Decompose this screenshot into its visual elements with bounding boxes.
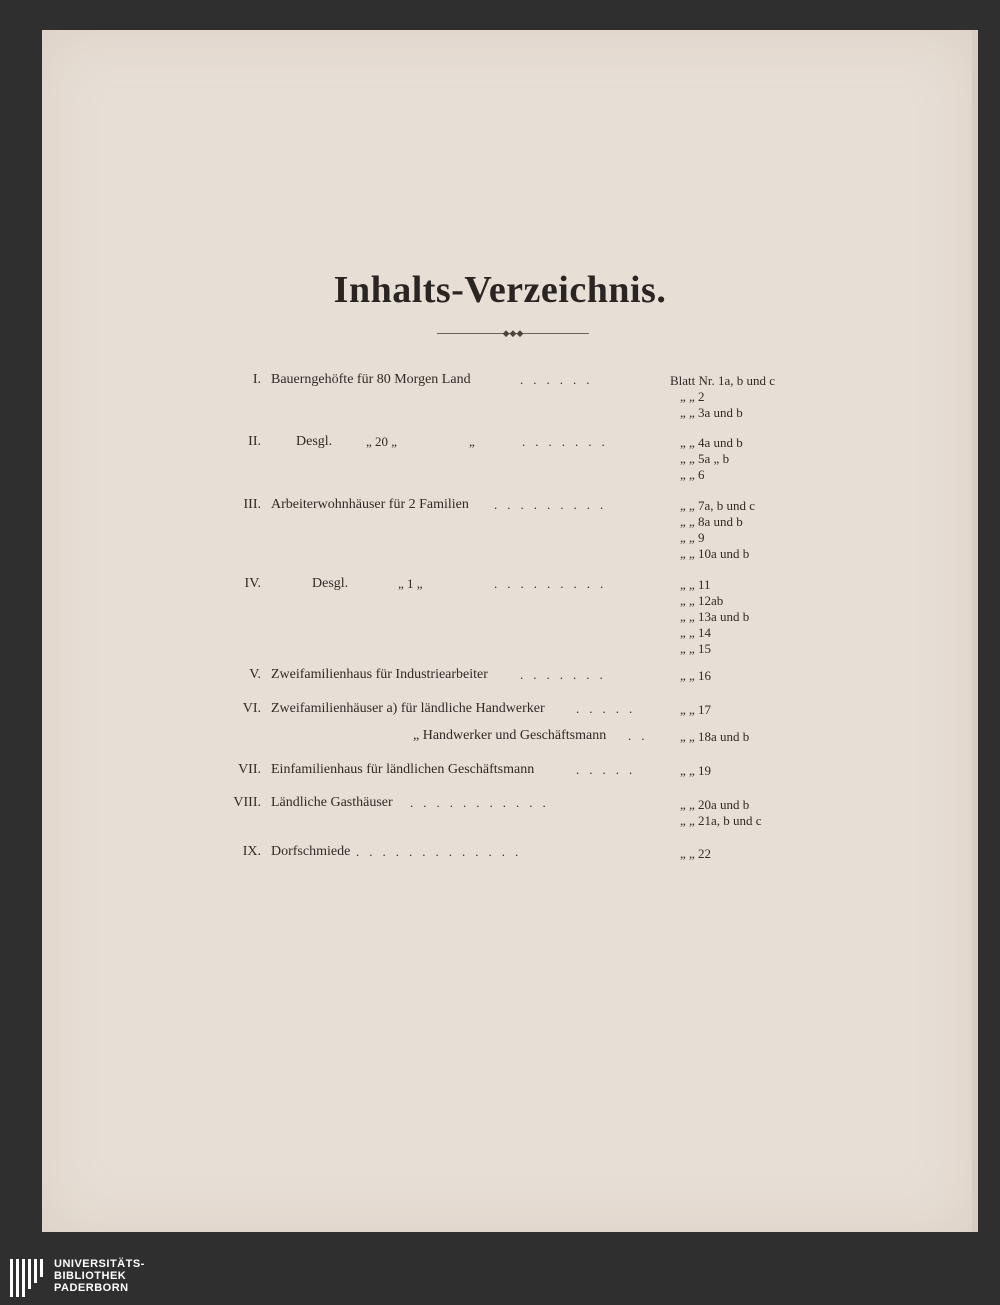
entry-text: Einfamilienhaus für ländlichen Geschäftsmann bbox=[271, 762, 535, 777]
entry-num: V. bbox=[249, 667, 261, 682]
entry-num: VI. bbox=[242, 701, 261, 716]
logo-line: PADERBORN bbox=[54, 1282, 129, 1294]
blatt-ref: Blatt Nr. 1a, b und c bbox=[670, 373, 776, 388]
entry-text: Zweifamilienhaus für Industriearbeiter bbox=[271, 667, 488, 682]
blatt-ref: „ „ 3a und b bbox=[680, 405, 743, 420]
page-title: Inhalts-Verzeichnis. bbox=[333, 269, 667, 311]
blatt-ref: „ „ 12ab bbox=[680, 593, 724, 608]
blatt-ref: „ „ 16 bbox=[680, 668, 712, 683]
entry-text: Dorfschmiede bbox=[271, 844, 351, 859]
blatt-ref: „ „ 18a und b bbox=[680, 729, 750, 744]
leader-dots: .. bbox=[628, 728, 655, 743]
entry-num: III. bbox=[243, 497, 261, 512]
page-edge bbox=[972, 30, 978, 1232]
leader-dots: ....... bbox=[522, 434, 615, 449]
entry-ditto: „ bbox=[469, 434, 475, 449]
entry-subtext: „ Handwerker und Geschäftsmann bbox=[413, 728, 607, 743]
entry-quantity: „ 1 „ bbox=[398, 576, 423, 591]
blatt-ref: „ „ 22 bbox=[680, 846, 712, 861]
leader-dots: ............. bbox=[356, 844, 529, 859]
blatt-ref: „ „ 5a „ b bbox=[680, 451, 730, 466]
entry-text: Zweifamilienhäuser a) für ländliche Handwerker bbox=[271, 701, 545, 716]
entry-text: Desgl. bbox=[312, 576, 349, 591]
divider-ornament: ◆◆◆ bbox=[502, 328, 524, 338]
library-logo-icon bbox=[8, 1255, 48, 1301]
entry-text: Ländliche Gasthäuser bbox=[271, 795, 393, 810]
library-logo-text bbox=[54, 1258, 145, 1294]
entry-num: II. bbox=[248, 434, 261, 449]
blatt-ref: „ „ 20a und b bbox=[680, 797, 750, 812]
entry-num: VII. bbox=[238, 762, 261, 777]
entry-quantity: „ 20 „ bbox=[366, 434, 398, 449]
leader-dots: ....... bbox=[520, 667, 613, 682]
blatt-ref: „ „ 11 bbox=[680, 577, 711, 592]
entry-num: I. bbox=[252, 372, 261, 387]
blatt-ref: „ „ 8a und b bbox=[680, 514, 743, 529]
blatt-ref: „ „ 21a, b und c bbox=[680, 813, 762, 828]
leader-dots: ........... bbox=[410, 795, 556, 810]
entry-text: Arbeiterwohnhäuser für 2 Familien bbox=[271, 497, 469, 512]
entry-num: IV. bbox=[244, 576, 261, 591]
blatt-ref: „ „ 4a und b bbox=[680, 435, 743, 450]
document-page bbox=[42, 30, 974, 1232]
leader-dots: ...... bbox=[520, 372, 600, 387]
entry-num: IX. bbox=[242, 844, 261, 859]
blatt-ref: „ „ 7a, b und c bbox=[680, 498, 756, 513]
entry-text: Desgl. bbox=[296, 434, 333, 449]
blatt-ref: „ „ 9 bbox=[680, 530, 705, 545]
leader-dots: ..... bbox=[576, 701, 643, 716]
logo-line: UNIVERSITÄTS- bbox=[54, 1258, 145, 1270]
blatt-ref: „ „ 15 bbox=[680, 641, 712, 656]
blatt-ref: „ „ 14 bbox=[680, 625, 712, 640]
entry-num: VIII. bbox=[233, 795, 261, 810]
entry-text: Bauerngehöfte für 80 Morgen Land bbox=[271, 372, 471, 387]
leader-dots: ..... bbox=[576, 762, 643, 777]
blatt-ref: „ „ 10a und b bbox=[680, 546, 750, 561]
logo-line: BIBLIOTHEK bbox=[54, 1270, 127, 1282]
leader-dots: ......... bbox=[494, 497, 614, 512]
blatt-ref: „ „ 2 bbox=[680, 389, 705, 404]
leader-dots: ......... bbox=[494, 576, 614, 591]
blatt-ref: „ „ 19 bbox=[680, 763, 712, 778]
blatt-ref: „ „ 6 bbox=[680, 467, 705, 482]
blatt-ref: „ „ 13a und b bbox=[680, 609, 750, 624]
blatt-ref: „ „ 17 bbox=[680, 702, 712, 717]
